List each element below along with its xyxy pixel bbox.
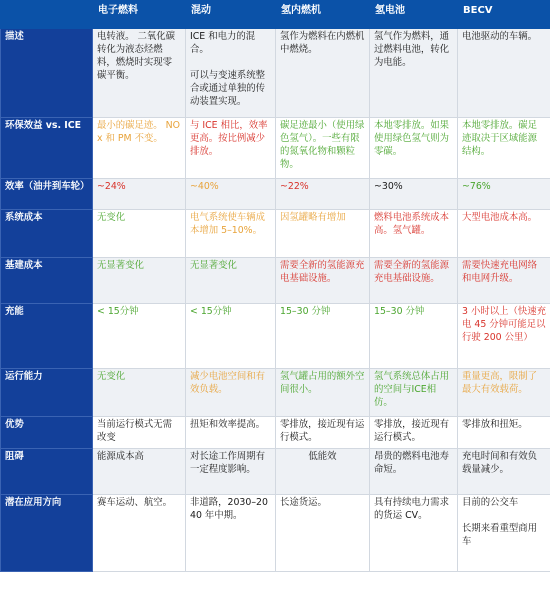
table-cell-h2-ice: 因氢罐略有增加 [276,210,370,258]
row-header: 系统成本 [1,210,93,258]
table-cell-hybrid: 扭矩和效率提高。 [186,417,276,449]
table-cell-efuel: 当前运行模式无需改变 [93,417,186,449]
column-header-becv: BECV [458,1,550,29]
table-cell-becv: 大型电池成本高。 [458,210,550,258]
table-cell-h2-ice: 氢气罐占用的额外空间很小。 [276,369,370,417]
table-cell-fuel-cell: 零排放，接近现有运行模式。 [370,417,458,449]
table-cell-hybrid: 非道路，2030–2040 年中期。 [186,494,276,571]
row-header: 效率（油井到车轮） [1,179,93,210]
table-row [1,417,550,449]
header-row [1,1,550,29]
column-header-hybrid: 混动 [186,1,276,29]
table-row [1,369,550,417]
table-cell-hybrid: 减少电池空间和有效负载。 [186,369,276,417]
column-header-efuel: 电子燃料 [93,1,186,29]
row-header: 优势 [1,417,93,449]
table-cell-fuel-cell: 燃料电池系统成本高。氢气罐。 [370,210,458,258]
table-cell-efuel: 无变化 [93,369,186,417]
table-cell-fuel-cell: 昂贵的燃料电池寿命短。 [370,448,458,494]
table-cell-h2-ice: 零排放，接近现有运行模式。 [276,417,370,449]
table-cell-fuel-cell: 具有持续电力需求的货运 CV。 [370,494,458,571]
table-row [1,179,550,210]
table-cell-efuel: 赛车运动、航空。 [93,494,186,571]
table-cell-becv: 目前的公交车 长期来看重型商用车 [458,494,550,571]
column-header-h2-ice: 氢内燃机 [276,1,370,29]
table-cell-efuel: < 15分钟 [93,304,186,369]
column-header-fuel-cell: 氢电池 [370,1,458,29]
table-cell-efuel: 能源成本高 [93,448,186,494]
table-cell-fuel-cell: 需要全新的氢能源充电基础设施。 [370,258,458,304]
row-header: 基建成本 [1,258,93,304]
table-cell-becv: 重量更高，限制了最大有效载荷。 [458,369,550,417]
table-cell-efuel: ~24% [93,179,186,210]
table-cell-becv: 电池驱动的车辆。 [458,29,550,118]
table-cell-becv: ~76% [458,179,550,210]
table-cell-fuel-cell: 氢气作为燃料，通过燃料电池，转化为电能。 [370,29,458,118]
header-corner [1,1,93,29]
table-cell-h2-ice: ~22% [276,179,370,210]
table-cell-becv: 本地零排放。碳足迹取决于区域能源结构。 [458,118,550,179]
table-cell-efuel: 无变化 [93,210,186,258]
row-header: 潜在应用方向 [1,494,93,571]
table-cell-hybrid: 电气系统使车辆成本增加 5–10%。 [186,210,276,258]
table-row [1,304,550,369]
table-cell-fuel-cell: ~30% [370,179,458,210]
row-header: 阻碍 [1,448,93,494]
table-cell-h2-ice: 氢作为燃料在内燃机中燃烧。 [276,29,370,118]
row-header: 环保效益 vs. ICE [1,118,93,179]
table-cell-becv: 需要快速充电网络和电网升级。 [458,258,550,304]
table-row [1,118,550,179]
table-row [1,29,550,118]
table-row [1,494,550,571]
table-cell-h2-ice: 碳足迹最小（使用绿色氢气）。一些有限的氮氧化物和颗粒物。 [276,118,370,179]
row-header: 运行能力 [1,369,93,417]
table-row [1,210,550,258]
table-cell-hybrid: 无显著变化 [186,258,276,304]
table-cell-hybrid: ~40% [186,179,276,210]
table-cell-efuel: 电转液。 二氧化碳转化为液态烃燃料，燃烧时实现零碳平衡。 [93,29,186,118]
table-row [1,258,550,304]
table-cell-h2-ice: 需要全新的氢能源充电基础设施。 [276,258,370,304]
table-cell-h2-ice: 长途货运。 [276,494,370,571]
table-cell-becv: 充电时间和有效负载量减少。 [458,448,550,494]
table-cell-efuel: 无显著变化 [93,258,186,304]
table-row [1,448,550,494]
table-cell-h2-ice: 15–30 分钟 [276,304,370,369]
table-cell-hybrid: 对长途工作周期有一定程度影响。 [186,448,276,494]
table-cell-becv: 零排放和扭矩。 [458,417,550,449]
table-cell-h2-ice: 低能效 [276,448,370,494]
table-cell-fuel-cell: 15–30 分钟 [370,304,458,369]
table-cell-fuel-cell: 氢气系统总体占用的空间与ICE相仿。 [370,369,458,417]
table-cell-becv: 3 小时以上（快速充电 45 分钟可能足以行驶 200 公里） [458,304,550,369]
table-cell-efuel: 最小的碳足迹。 NOx 和 PM 不变。 [93,118,186,179]
table-cell-fuel-cell: 本地零排放。如果使用绿色氢气则为零碳。 [370,118,458,179]
table-cell-hybrid: 与 ICE 相比，效率更高。按比例减少排放。 [186,118,276,179]
table-cell-hybrid: < 15分钟 [186,304,276,369]
table-cell-hybrid: ICE 和电力的混合。 可以与变速系统整合或通过单独的传动装置实现。 [186,29,276,118]
row-header: 充能 [1,304,93,369]
row-header: 描述 [1,29,93,118]
